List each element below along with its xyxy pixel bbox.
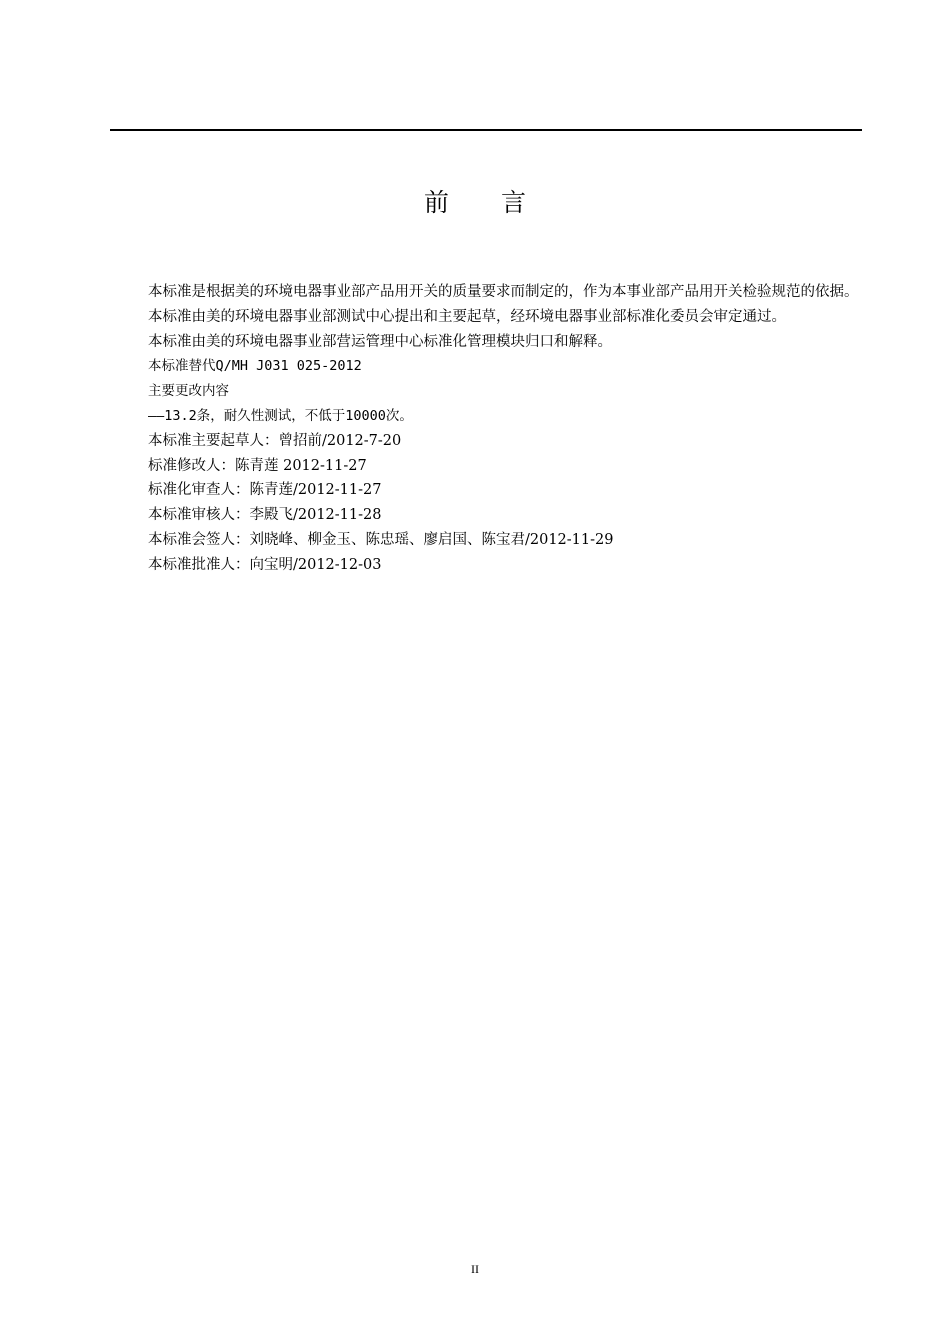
line-interpretation: 本标准由美的环境电器事业部营运管理中心标准化管理模块归口和解释。 — [148, 333, 612, 350]
header-rule — [110, 129, 862, 131]
line-reviser: 标准修改人：陈青莲 2012-11-27 — [148, 457, 367, 474]
page-number: II — [471, 1262, 479, 1276]
line-approver: 本标准批准人：向宝明/2012-12-03 — [148, 556, 382, 573]
page-title — [0, 183, 950, 219]
line-drafter: 本标准主要起草人：曾招前/2012-7-20 — [148, 432, 402, 449]
title-char-2: 言 — [501, 188, 527, 217]
line-auditor: 本标准审核人：李殿飞/2012-11-28 — [148, 507, 382, 524]
paragraph-drafting: 本标准由美的环境电器事业部测试中心提出和主要起草，经环境电器事业部标准化委员会审定通过。 — [148, 308, 786, 325]
paragraph-purpose: 本标准是根据美的环境电器事业部产品用开关的质量要求而制定的，作为本事业部产品用开关检验规范的依据。 — [148, 284, 859, 300]
title-char-1: 前 — [423, 188, 449, 217]
line-replaces: 本标准替代Q/MH J031 025-2012 — [148, 358, 362, 375]
line-standardization-reviewer: 标准化审查人：陈青莲/2012-11-27 — [148, 482, 382, 499]
foreword-body — [113, 280, 861, 578]
line-change-item: ——13.2条，耐久性测试，不低于10000次。 — [148, 407, 413, 424]
line-countersigners: 本标准会签人：刘晓峰、柳金玉、陈忠瑶、廖启国、陈宝君/2012-11-29 — [148, 531, 614, 548]
line-changes-heading: 主要更改内容 — [148, 383, 229, 400]
